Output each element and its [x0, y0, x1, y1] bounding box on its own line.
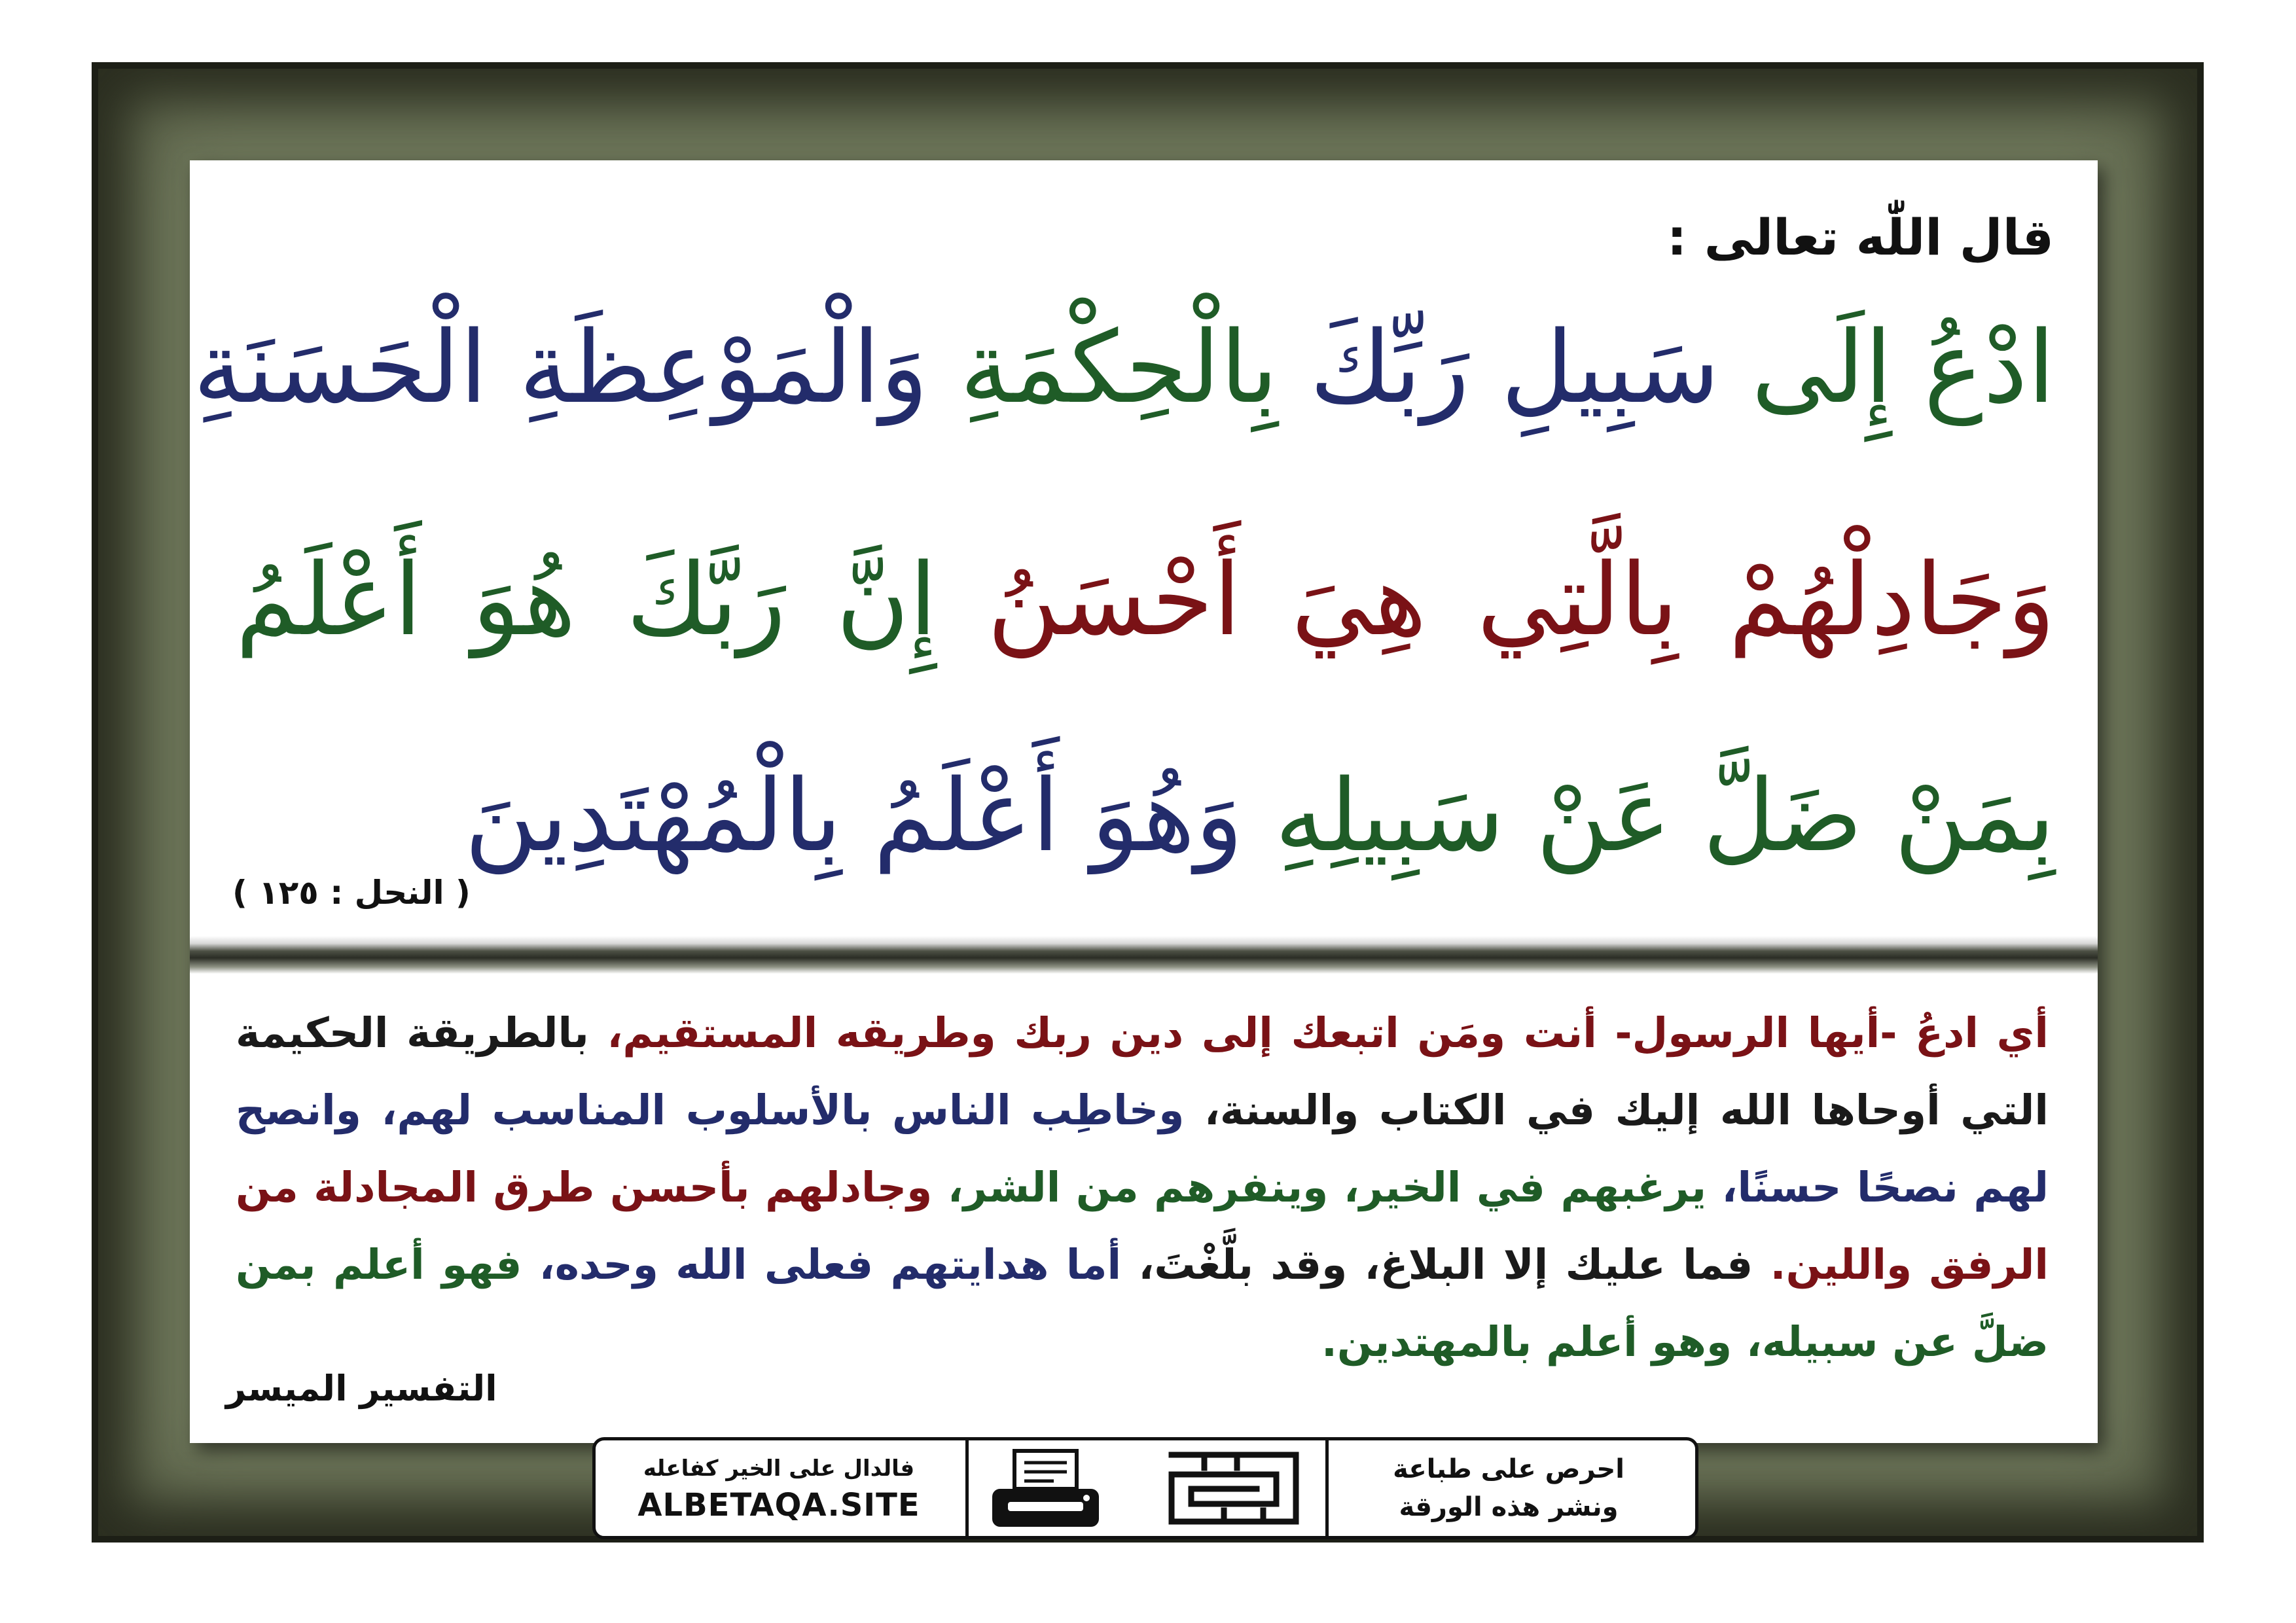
footer-site-block — [596, 1440, 962, 1536]
verse-segment: وَهُوَ أَعْلَمُ بِالْمُهْتَدِينَ — [464, 758, 1244, 874]
footer-site-link[interactable]: ALBETAQA.SITE — [637, 1487, 920, 1524]
verse-segment: إِنَّ رَبَّكَ هُوَ أَعْلَمُ — [236, 542, 937, 658]
verse-reference: ( النحل : ١٢٥ ) — [232, 874, 471, 912]
tafsir-segment: وخاطِب الناس بالأسلوب المناسب لهم، وانصح لهم نصحًا حسنًا، — [236, 1086, 2049, 1211]
footer-banner — [592, 1437, 1698, 1539]
tafsir-source: التفسير الميسر — [226, 1368, 497, 1409]
verse-segment: وَالْمَوْعِظَةِ الْحَسَنَةِ — [192, 310, 929, 425]
albetaqa-kufic-logo-icon — [1165, 1448, 1302, 1528]
tafsir-segment: يرغبهم في الخير، وينفرهم من الشر، — [932, 1164, 1707, 1211]
verse-segment: وَجَادِلْهُمْ بِالَّتِي هِيَ أَحْسَنُ — [987, 542, 2055, 658]
verse-segment: ادْعُ إِلَى — [1751, 310, 2055, 425]
quote-intro: قال اللّٰه تعالى : — [1666, 208, 2054, 266]
footer-note-line: ونشر هذه الورقة — [1399, 1492, 1619, 1522]
verse-line-3 — [464, 758, 2055, 874]
verse-line-2 — [236, 543, 2055, 658]
footer-divider — [965, 1440, 969, 1536]
footer-print-note — [1322, 1440, 1695, 1536]
tafsir-segment: بالطريقة الحكيمة التي أوحاها الله إليك في الكتاب والسنة، — [236, 1009, 2049, 1134]
section-divider — [190, 936, 2098, 974]
verse-segment: بِمَنْ ضَلَّ عَنْ سَبِيلِهِ — [1274, 758, 2055, 874]
footer-tagline: فالدال على الخير كفاعله — [643, 1455, 915, 1482]
verse-line-1 — [192, 310, 2055, 425]
footer-divider — [1325, 1440, 1329, 1536]
tafsir-segment: وجادلهم بأحسن طرق المجادلة من الرفق واللين. — [236, 1164, 2049, 1289]
printer-icon — [988, 1448, 1103, 1532]
tafsir-segment: فما عليك إلا البلاغ، وقد بلَّغْتَ، — [1121, 1241, 1753, 1289]
tafsir-segment: أي ادعُ -أيها الرسول- أنت ومَن اتبعك إلى دين ربك وطريقه المستقيم، — [588, 1009, 2049, 1057]
tafsir-segment: فهو أعلم بمن ضلَّ عن سبيله، وهو أعلم بالمهتدين. — [236, 1241, 2049, 1366]
tafsir-segment: أما هدايتهم فعلى الله وحده، — [522, 1241, 1122, 1289]
verse-segment: بِالْحِكْمَةِ — [960, 310, 1278, 425]
verse-segment: سَبِيلِ رَبِّكَ — [1310, 310, 1720, 425]
footer-note-line: احرص على طباعة — [1393, 1454, 1624, 1484]
tafsir-paragraph — [236, 995, 2049, 1381]
